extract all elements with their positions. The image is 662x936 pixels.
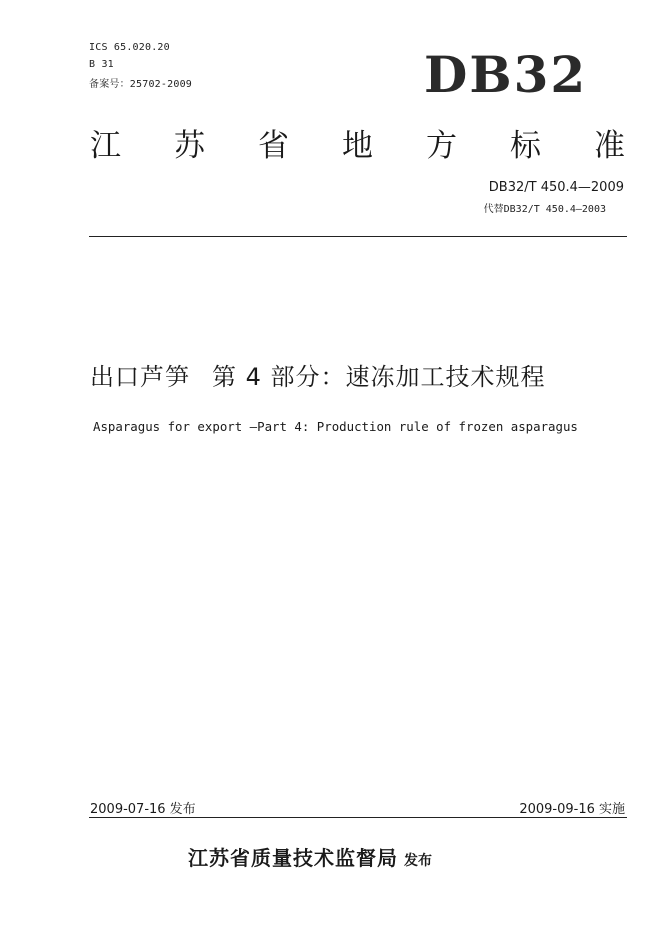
title-part: 第 4 部分：速冻加工技术规程 [212, 363, 546, 391]
standard-type-char: 江 [90, 128, 121, 164]
title-chinese [90, 362, 546, 392]
issuer-org: 江苏省质量技术监督局 [188, 846, 398, 870]
filing-number: 备案号：25702-2009 [89, 79, 193, 90]
issuer [188, 842, 432, 871]
standard-type-char: 标 [510, 128, 541, 164]
title-main: 出口芦笋 [90, 363, 190, 391]
title-english: Asparagus for export —Part 4: Production rule of frozen asparagus [93, 419, 578, 434]
ics-code: ICS 65.020.20 [89, 42, 170, 53]
ccs-code: B 31 [89, 59, 114, 70]
bottom-divider [89, 817, 627, 818]
standard-type-heading [90, 128, 625, 164]
issue-date: 2009-07-16 发布 [90, 802, 196, 817]
standard-type-char: 苏 [174, 128, 205, 164]
standard-number: DB32/T 450.4—2009 [488, 180, 624, 195]
replaces-standard: 代替DB32/T 450.4—2003 [483, 204, 606, 215]
db32-logo: DB32 [424, 45, 588, 104]
standard-type-char: 省 [258, 128, 289, 164]
standard-type-char: 准 [594, 128, 625, 164]
standard-type-char: 方 [426, 128, 457, 164]
standard-type-char: 地 [342, 128, 373, 164]
implementation-date: 2009-09-16 实施 [519, 802, 625, 817]
issuer-action: 发布 [404, 853, 432, 869]
top-divider [89, 236, 627, 237]
